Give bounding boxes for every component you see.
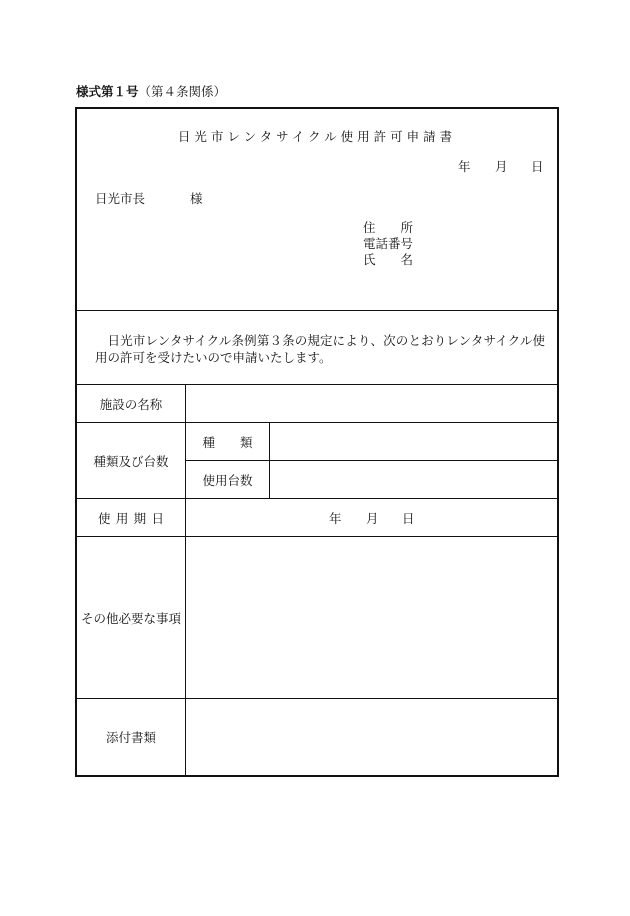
usage-date-day: 日 xyxy=(402,510,415,526)
usage-date-label-text: 使用期日 xyxy=(98,510,164,526)
applicant-address-label: 住 所 xyxy=(363,220,414,235)
usage-date-year: 年 xyxy=(329,510,342,526)
date-year-label: 年 xyxy=(458,159,471,174)
form-header-section xyxy=(77,109,557,311)
attachments-label: 添付書類 xyxy=(105,730,156,745)
attachments-field[interactable] xyxy=(186,699,557,775)
type-and-count-label: 種類及び台数 xyxy=(93,453,169,469)
applicant-name-label: 氏 名 xyxy=(363,252,414,267)
count-label: 使用台数 xyxy=(202,472,253,488)
addressee-honorific: 様 xyxy=(190,191,203,206)
count-field[interactable] xyxy=(270,461,557,498)
form-number-label xyxy=(76,82,226,100)
document-title: 日光市レンタサイクル使用許可申請書 xyxy=(177,129,457,144)
application-form xyxy=(75,107,559,777)
other-matters-label: その他必要な事項 xyxy=(80,610,181,626)
facility-name-field[interactable] xyxy=(186,385,557,422)
date-day-label: 日 xyxy=(531,159,544,174)
usage-date-field[interactable] xyxy=(186,499,557,536)
usage-date-label xyxy=(77,499,185,536)
form-relation: （第４条関係） xyxy=(138,84,227,99)
form-number: 様式第１号 xyxy=(76,84,139,99)
application-statement: 日光市レンタサイクル条例第３条の規定により、次のとおりレンタサイクル使用の許可を受けたいので申請いたします。 xyxy=(95,333,545,365)
other-matters-field[interactable] xyxy=(186,537,557,698)
type-label: 種 類 xyxy=(202,434,253,450)
type-field[interactable] xyxy=(270,423,557,460)
usage-date-month: 月 xyxy=(366,510,379,526)
facility-name-label: 施設の名称 xyxy=(99,396,163,412)
date-month-label: 月 xyxy=(495,159,508,174)
application-statement-section xyxy=(77,311,557,385)
addressee-name: 日光市長 xyxy=(95,191,146,206)
applicant-phone-label: 電話番号 xyxy=(363,236,414,251)
